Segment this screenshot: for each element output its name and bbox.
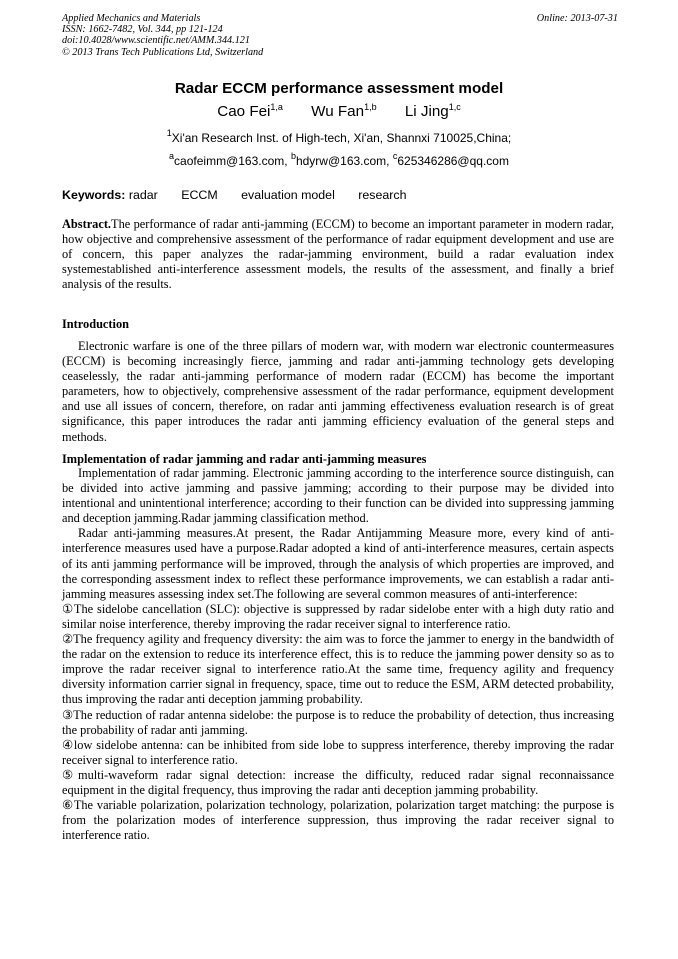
keyword: evaluation model <box>241 188 335 202</box>
abstract-text: The performance of radar anti-jamming (ECCM) to become an important parameter in modern radar, how objective and comprehensive assessment of the performance of radar equipment development and use are of concern, this paper analyzes the radar-jamming environment, build a radar evaluation index systemestablished anti-interference assessment models, the results of the assessment, and finally a brief analysis of the results. <box>62 217 614 292</box>
email-text: 625346286@qq.com <box>397 154 509 168</box>
author-name: Li Jing <box>404 103 449 120</box>
abstract <box>62 217 614 292</box>
keyword: research <box>358 188 407 202</box>
email-list <box>0 151 678 168</box>
paper-title: Radar ECCM performance assessment model <box>174 80 504 97</box>
paragraph: Radar anti-jamming measures.At present, the Radar Antijamming Measure more, every kind of anti-interference measures used have a purpose.Radar adopted a kind of anti-interference measures, certain aspects of its anti jamming performance will be improved, through the analysis of which properties are improved, and the corresponding assessment index to reflect these performance improvements, we can establish a radar anti-jamming measures assessing index set.The following are several common measures of anti-interference: <box>62 526 614 601</box>
list-item: ①The sidelobe cancellation (SLC): objective is suppressed by radar sidelobe enter with a high duty ratio and similar noise interference, thereby improving the radar receiver signal to interference ratio. <box>62 601 614 631</box>
author-name: Cao Fei <box>217 103 271 120</box>
keywords-label: Keywords: <box>62 188 126 202</box>
author-list <box>0 103 678 120</box>
keywords <box>62 188 427 202</box>
journal-header <box>62 13 618 58</box>
affiliation-marker: 1 <box>166 128 172 138</box>
author-affil-marker: 1,c <box>448 102 461 112</box>
email-marker: c <box>392 151 398 161</box>
email <box>392 151 509 168</box>
list-item: ②The frequency agility and frequency diversity: the aim was to force the jammer to energy in the bandwidth of the radar on the extension to reduce its interference effect, this is to reduce the jamming power density so as to improve the radar receiver signal to interference ratio.At the same time, frequency agility and frequency diversity information carrier signal in frequency, space, time out to reduce the ESM, ARM detected probability, thus improving the radar anti deception jamming probability. <box>62 632 614 707</box>
list-item: ⑥The variable polarization, polarization technology, polarization, polarization target matching: the purpose is from the polarization modes of interference suppression, thus improving the radar receiver signal to interference ratio. <box>62 798 614 843</box>
author-affil-marker: 1,b <box>364 102 377 112</box>
email-text: caofeimm@163.com, <box>174 154 291 168</box>
list-item: ⑤multi-waveform radar signal detection: increase the difficulty, reduced radar signal reconnaissance equipment in the digital frequency, thus improving the radar anti deception jamming probability. <box>62 767 614 797</box>
section-heading-implementation: Implementation of radar jamming and radar anti-jamming measures <box>62 452 427 466</box>
keyword: radar <box>128 188 158 202</box>
issn-line: ISSN: 1662-7482, Vol. 344, pp 121-124 <box>62 24 223 36</box>
email-marker: b <box>290 151 296 161</box>
online-date: Online: 2013-07-31 <box>536 13 618 24</box>
email <box>290 151 390 168</box>
journal-name: Applied Mechanics and Materials <box>62 13 201 24</box>
affiliation <box>0 128 678 145</box>
author <box>405 103 461 120</box>
list-item: ④low sidelobe antenna: can be inhibited from side lobe to suppress interference, thereby improving the radar receiver signal to interference ratio. <box>62 737 614 767</box>
abstract-label: Abstract. <box>62 217 112 231</box>
author <box>311 103 376 120</box>
paragraph: Implementation of radar jamming. Electronic jamming according to the interference source distinguish, can be divided into active jamming and passive jamming; according to their purpose may be divided into intentional and unintentional interference; according to their function can be divided into suppressing jamming and deception jamming.Radar jamming classification method. <box>62 466 614 526</box>
introduction-paragraph: Electronic warfare is one of the three pillars of modern war, with modern war electronic countermeasures (ECCM) is becoming increasingly fierce, jamming and radar anti-jamming technology gets developing ceaselessly, the radar anti-jamming performance of modern radar (ECCM) has become the important parameters, how to objectively, comprehensive assessment of the radar performance, equipment development and use all issues of concern, therefore, on radar anti jamming effectiveness evaluation research is of great significance, this paper introduces the radar anti jamming efficiency evaluation of the general steps and methods. <box>62 339 614 444</box>
doi-line: doi:10.4028/www.scientific.net/AMM.344.121 <box>62 35 250 47</box>
author-name: Wu Fan <box>311 103 365 120</box>
email-marker: a <box>169 151 175 161</box>
implementation-section <box>62 466 614 843</box>
email-text: hdyrw@163.com, <box>295 154 390 168</box>
email <box>169 151 291 168</box>
affiliation-text: Xi'an Research Inst. of High-tech, Xi'an, Shannxi 710025,China; <box>171 131 512 145</box>
author-affil-marker: 1,a <box>270 102 283 112</box>
copyright-line: © 2013 Trans Tech Publications Ltd, Switzerland <box>62 46 264 58</box>
section-heading-introduction: Introduction <box>62 317 129 331</box>
author <box>217 103 283 120</box>
keyword: ECCM <box>181 188 218 202</box>
list-item: ③The reduction of radar antenna sidelobe: the purpose is to reduce the probability of detection, thus increasing the probability of radar anti jamming. <box>62 707 614 737</box>
